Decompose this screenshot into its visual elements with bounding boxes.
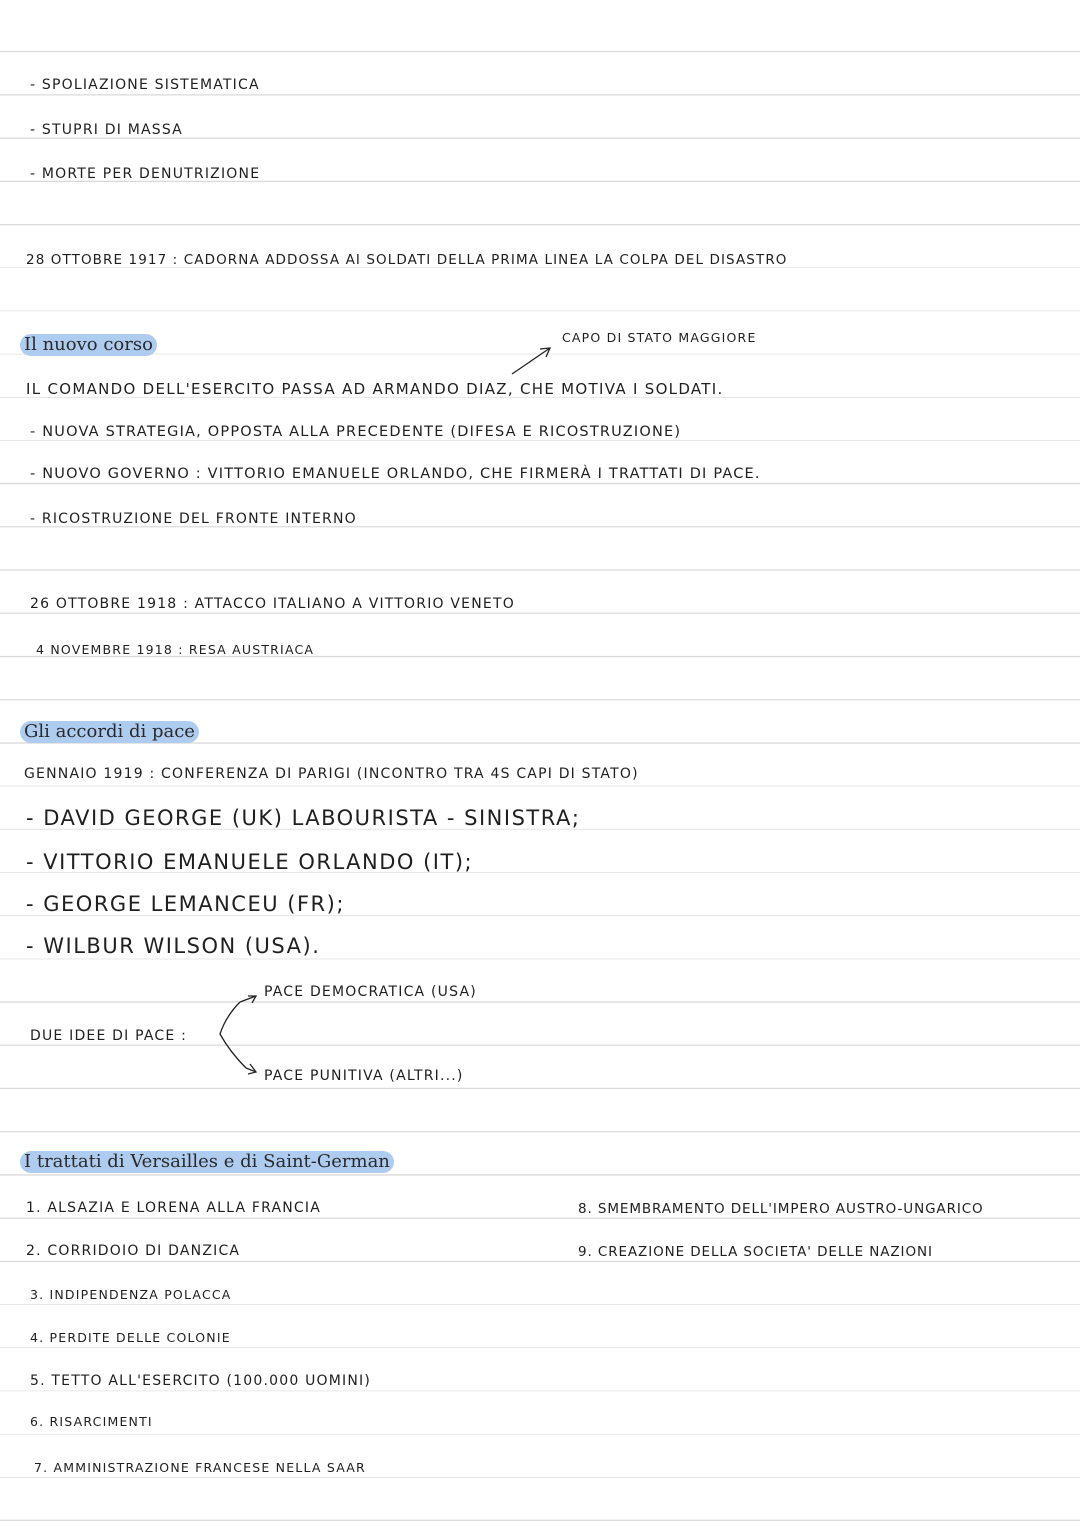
list-item: - MORTE PER DENUTRIZIONE (30, 166, 261, 182)
date-line: 28 OTTOBRE 1917 : CADORNA ADDOSSA AI SOLDATI DELLA PRIMA LINEA LA COLPA DEL DISASTRO (26, 252, 788, 268)
idea-punitiva: PACE PUNITIVA (ALTRI...) (264, 1068, 464, 1084)
section-heading-nuovo-corso: Il nuovo corso (20, 334, 157, 356)
idea-label: DUE IDEE DI PACE : (30, 1028, 187, 1044)
text-line: GENNAIO 1919 : CONFERENZA DI PARIGI (INCONTRO TRA 4S CAPI DI STATO) (24, 766, 639, 782)
list-item: 8. SMEMBRAMENTO DELL'IMPERO AUSTRO-UNGARICO (578, 1201, 984, 1217)
list-item: 4. PERDITE DELLE COLONIE (30, 1330, 231, 1345)
list-item: 7. AMMINISTRAZIONE FRANCESE NELLA SAAR (34, 1460, 366, 1475)
list-item: - GEORGE LEMANCEU (FR); (26, 892, 345, 916)
list-item: - STUPRI DI MASSA (30, 122, 183, 138)
text-line: IL COMANDO DELL'ESERCITO PASSA AD ARMANDO DIAZ, CHE MOTIVA I SOLDATI. (26, 380, 724, 398)
list-item: - SPOLIAZIONE SISTEMATICA (30, 77, 260, 93)
section-heading-accordi: Gli accordi di pace (20, 721, 199, 743)
list-item: 9. CREAZIONE DELLA SOCIETA' DELLE NAZIONI (578, 1244, 933, 1260)
list-item: 6. RISARCIMENTI (30, 1414, 153, 1429)
idea-democratica: PACE DEMOCRATICA (USA) (264, 984, 477, 1000)
list-item: 2. CORRIDOIO DI DANZICA (26, 1243, 241, 1259)
list-item: - NUOVA STRATEGIA, OPPOSTA ALLA PRECEDENTE (DIFESA E RICOSTRUZIONE) (30, 424, 682, 440)
list-item: 3. INDIPENDENZA POLACCA (30, 1287, 232, 1302)
date-line: 4 NOVEMBRE 1918 : RESA AUSTRIACA (36, 642, 315, 657)
date-line: 26 OTTOBRE 1918 : ATTACCO ITALIANO A VITTORIO VENETO (30, 596, 515, 612)
section-heading-trattati: I trattati di Versailles e di Saint-German (20, 1151, 394, 1173)
list-item: - VITTORIO EMANUELE ORLANDO (IT); (26, 850, 474, 874)
list-item: - WILBUR WILSON (USA). (26, 934, 321, 958)
list-item: 5. TETTO ALL'ESERCITO (100.000 UOMINI) (30, 1373, 372, 1389)
list-item: - NUOVO GOVERNO : VITTORIO EMANUELE ORLANDO, CHE FIRMERÀ I TRATTATI DI PACE. (30, 466, 761, 482)
annotation-capo-di-stato: CAPO DI STATO MAGGIORE (562, 330, 757, 345)
list-item: - RICOSTRUZIONE DEL FRONTE INTERNO (30, 511, 357, 527)
list-item: 1. ALSAZIA E LORENA ALLA FRANCIA (26, 1200, 322, 1216)
list-item: - DAVID GEORGE (UK) LABOURISTA - SINISTRA; (26, 806, 581, 830)
